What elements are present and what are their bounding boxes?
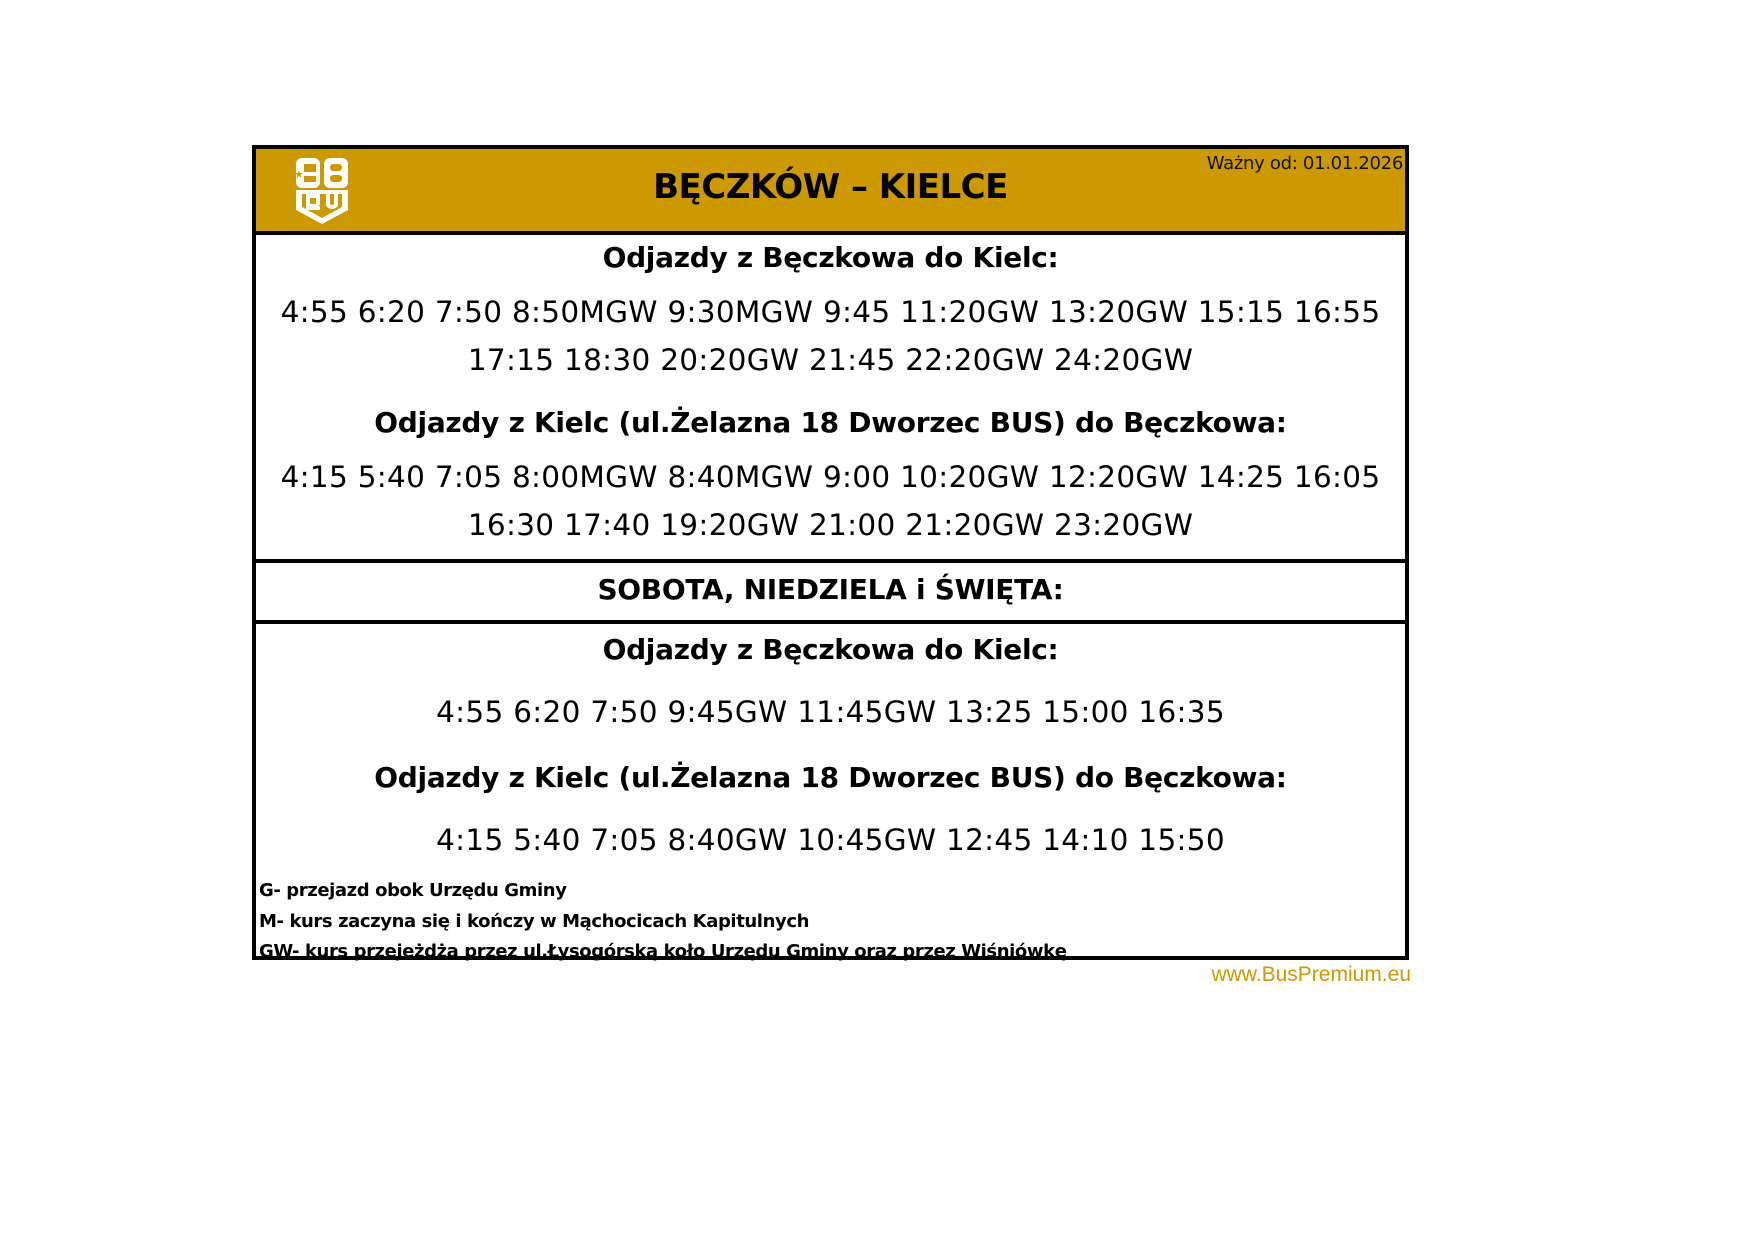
weekday-outbound-heading: Odjazdy z Bęczkowa do Kielc:	[602, 241, 1059, 274]
weekend-inbound-heading: Odjazdy z Kielc (ul.Żelazna 18 Dworzec BUS) do Bęczkowa:	[374, 761, 1287, 794]
section-divider	[256, 620, 1405, 624]
legend-item-m: M- kurs zaczyna się i kończy w Mąchocicach Kapitulnych	[259, 911, 810, 932]
legend-item-g: G- przejazd obok Urzędu Gminy	[259, 880, 567, 901]
weekend-section-title: SOBOTA, NIEDZIELA i ŚWIĘTA:	[597, 573, 1064, 606]
weekend-outbound-heading: Odjazdy z Bęczkowa do Kielc:	[602, 633, 1059, 666]
timetable	[252, 145, 1409, 960]
weekend-outbound-times: 4:55 6:20 7:50 9:45GW 11:45GW 13:25 15:00 16:35	[436, 695, 1225, 729]
weekday-outbound-times-line2: 17:15 18:30 20:20GW 21:45 22:20GW 24:20GW	[467, 343, 1194, 377]
legend-item-gw: GW- kurs przejeżdża przez ul.Łysogórską koło Urzędu Gminy oraz przez Wiśniówkę	[259, 941, 1067, 962]
weekday-inbound-times-line1: 4:15 5:40 7:05 8:00MGW 8:40MGW 9:00 10:20GW 12:20GW 14:25 16:05	[280, 460, 1381, 494]
section-divider	[256, 559, 1405, 563]
valid-from-date: Ważny od: 01.01.2026	[1206, 153, 1403, 174]
website-link[interactable]: www.BusPremium.eu	[1211, 963, 1411, 986]
weekend-inbound-times: 4:15 5:40 7:05 8:40GW 10:45GW 12:45 14:10 15:50	[436, 823, 1225, 857]
weekday-outbound-times-line1: 4:55 6:20 7:50 8:50MGW 9:30MGW 9:45 11:20GW 13:20GW 15:15 16:55	[280, 295, 1381, 329]
weekday-inbound-heading: Odjazdy z Kielc (ul.Żelazna 18 Dworzec BUS) do Bęczkowa:	[374, 406, 1287, 439]
route-title: BĘCZKÓW – KIELCE	[653, 167, 1008, 207]
weekday-inbound-times-line2: 16:30 17:40 19:20GW 21:00 21:20GW 23:20GW	[467, 508, 1194, 542]
timetable-header	[256, 149, 1405, 235]
